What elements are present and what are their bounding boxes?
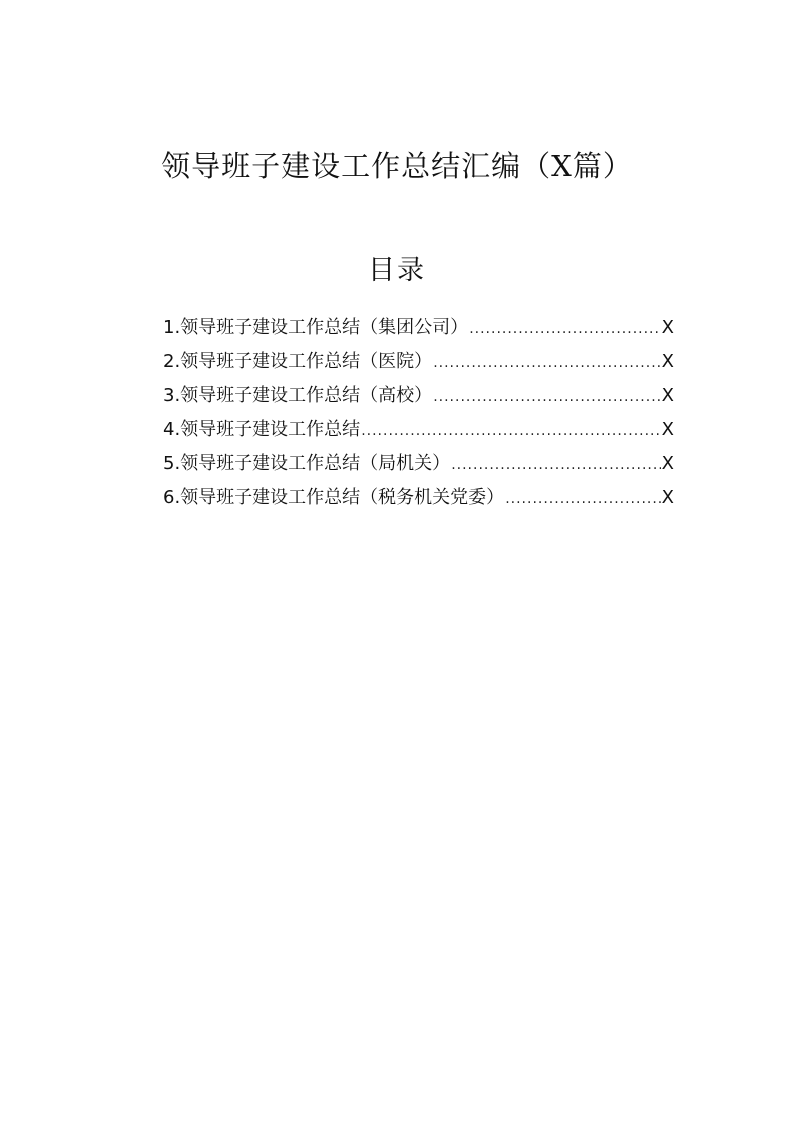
- toc-dot-leader: [361, 414, 660, 448]
- toc-entry[interactable]: [163, 481, 674, 515]
- toc-dot-leader: [433, 346, 660, 380]
- toc-entry-page: X: [661, 419, 674, 440]
- toc-entry[interactable]: [163, 447, 674, 481]
- toc-entry[interactable]: [163, 379, 674, 413]
- toc-entry-label: 3.领导班子建设工作总结（高校）: [163, 385, 433, 406]
- toc-dot-leader: [433, 380, 660, 414]
- toc-entry-label: 5.领导班子建设工作总结（局机关）: [163, 453, 451, 474]
- toc-dot-leader: [505, 482, 660, 516]
- toc-entry-label: 1.领导班子建设工作总结（集团公司）: [163, 317, 469, 338]
- toc-entry[interactable]: [163, 345, 674, 379]
- document-title: 领导班子建设工作总结汇编（X篇）: [161, 149, 633, 183]
- table-of-contents: [163, 311, 674, 515]
- toc-entry-page: X: [661, 385, 674, 406]
- toc-entry-label: 6.领导班子建设工作总结（税务机关党委）: [163, 487, 505, 508]
- toc-entry-label: 4.领导班子建设工作总结: [163, 419, 361, 440]
- toc-entry-page: X: [661, 317, 674, 338]
- toc-entry-page: X: [661, 487, 674, 508]
- toc-heading: 目录: [368, 255, 426, 286]
- toc-dot-leader: [451, 448, 660, 482]
- toc-entry[interactable]: [163, 413, 674, 447]
- toc-entry-label: 2.领导班子建设工作总结（医院）: [163, 351, 433, 372]
- toc-entry[interactable]: [163, 311, 674, 345]
- toc-dot-leader: [469, 312, 660, 346]
- toc-entry-page: X: [661, 351, 674, 372]
- toc-entry-page: X: [661, 453, 674, 474]
